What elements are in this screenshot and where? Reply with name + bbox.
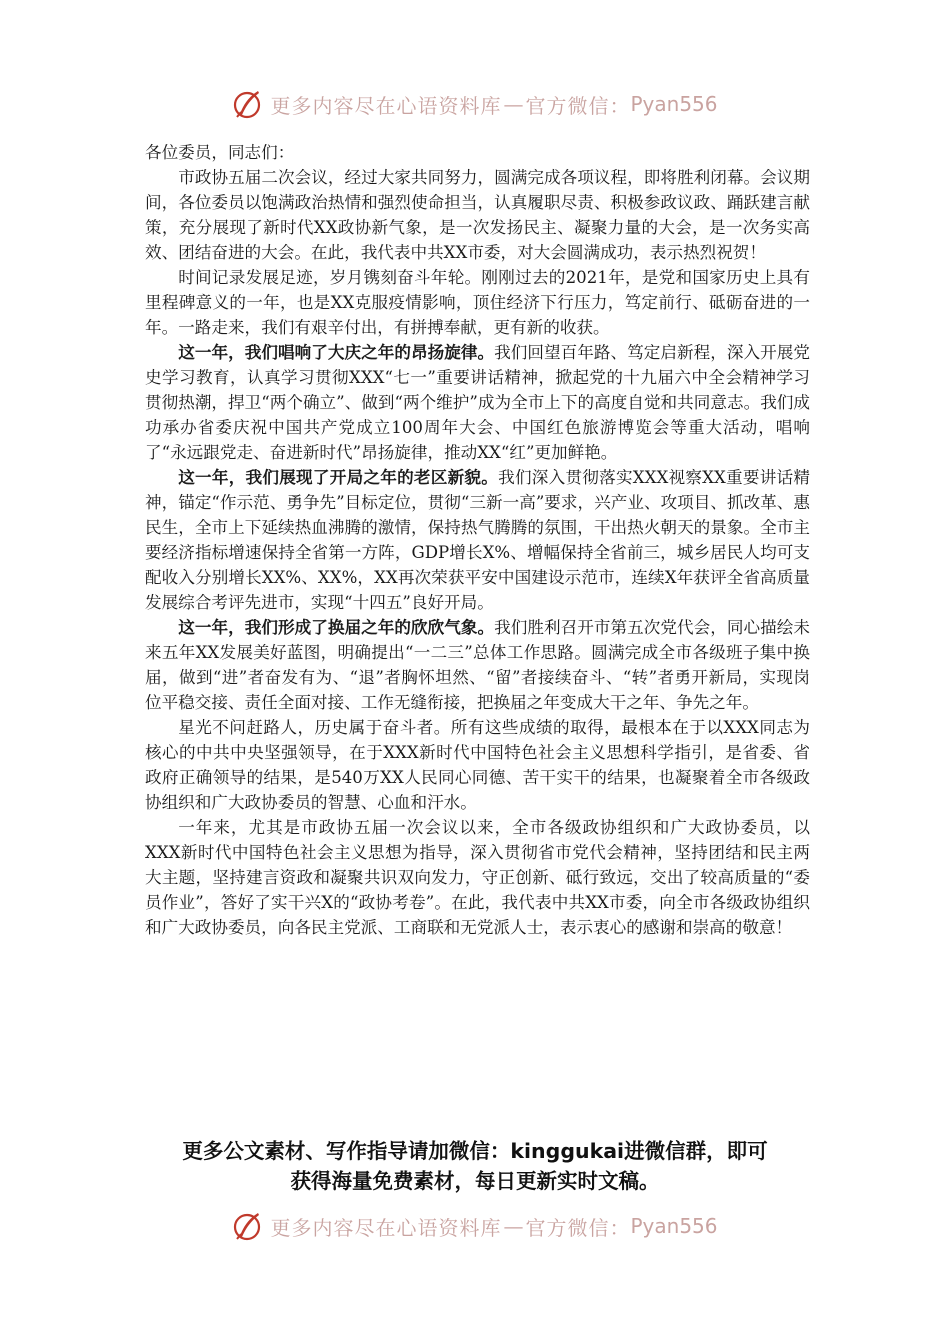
watermark-label: 官方微信： bbox=[525, 1215, 631, 1240]
paragraph-2: 时间记录发展足迹，岁月镌刻奋斗年轮。刚刚过去的2021年，是党和国家历史上具有里程碑意义的一年，也是XX克服疫情影响，顶住经济下行压力，笃定前行、砥砺奋进的一年。一路走来，我们有艰辛付出，有拼搏奉献，更有新的收获。 bbox=[145, 268, 810, 337]
watermark-brand: 更多内容尽在心语资料库 bbox=[270, 1215, 502, 1240]
paragraph-6: 星光不问赶路人，历史属于奋斗者。所有这些成绩的取得，最根本在于以XXX同志为核心的中共中央坚强领导，在于XXX新时代中国特色社会主义思想科学指引，是省委、省政府正确领导的结果，是540万XX人民同心同德、苦干实干的结果，也凝聚着全市各级政协组织和广大政协委员的智慧、心血和汗水。 bbox=[145, 718, 810, 812]
promo-notice bbox=[120, 1136, 830, 1196]
promo-line-1: 更多公文素材、写作指导请加微信：kinggukai进微信群，即可 bbox=[182, 1139, 768, 1163]
paragraph-4 bbox=[145, 465, 810, 615]
paragraph-5-lead: 这一年，我们形成了换届之年的欣欣气象。 bbox=[178, 618, 495, 637]
salutation: 各位委员，同志们： bbox=[145, 143, 295, 162]
paragraph-5-body: 我们胜利召开市第五次党代会，同心描绘未来五年XX发展美好蓝图，明确提出“一二三”总体工作思路。圆满完成全市各级班子集中换届，做到“进”者奋发有为、“退”者胸怀坦然、“留”者接续奋斗、“转”者勇开新局，实现岗位平稳交接、责任全面对接、工作无缝衔接，把换届之年变成大干之年、争先之年。 bbox=[145, 618, 811, 712]
paragraph-3-lead: 这一年，我们唱响了大庆之年的昂扬旋律。 bbox=[178, 343, 495, 362]
watermark-wechat-id: Pyan556 bbox=[630, 1214, 718, 1238]
watermark-separator: — bbox=[503, 1214, 524, 1238]
paragraph-1: 市政协五届二次会议，经过大家共同努力，圆满完成各项议程，即将胜利闭幕。会议期间，各位委员以饱满政治热情和强烈使命担当，认真履职尽责、积极参政议政、踊跃建言献策，充分展现了新时代XX政协新气象，是一次发扬民主、凝聚力量的大会，是一次务实高效、团结奋进的大会。在此，我代表中共XX市委，对大会圆满成功，表示热烈祝贺！ bbox=[145, 168, 810, 262]
feather-pen-logo-icon bbox=[232, 88, 264, 120]
paragraph-4-lead: 这一年，我们展现了开局之年的老区新貌。 bbox=[178, 468, 499, 487]
feather-pen-logo-icon bbox=[232, 1210, 264, 1242]
watermark-label: 官方微信： bbox=[525, 93, 631, 118]
watermark-wechat-id: Pyan556 bbox=[630, 92, 718, 116]
watermark-footer bbox=[0, 1206, 950, 1246]
paragraph-5 bbox=[145, 615, 810, 715]
paragraph-3-body: 我们回望百年路、笃定启新程，深入开展党史学习教育，认真学习贯彻XXX“七一”重要讲话精神，掀起党的十九届六中全会精神学习贯彻热潮，捍卫“两个确立”、做到“两个维护”成为全市上下的高度自觉和共同意志。我们成功承办省委庆祝中国共产党成立100周年大会、中国红色旅游博览会等重大活动，唱响了“永远跟党走、奋进新时代”昂扬旋律，推动XX“红”更加鲜艳。 bbox=[145, 343, 811, 462]
watermark-brand: 更多内容尽在心语资料库 bbox=[270, 93, 502, 118]
paragraph-4-body: 我们深入贯彻落实XXX视察XX重要讲话精神，锚定“作示范、勇争先”目标定位，贯彻“三新一高”要求，兴产业、攻项目、抓改革、惠民生，全市上下延续热血沸腾的激情，保持热气腾腾的氛围，干出热火朝天的景象。全市主要经济指标增速保持全省第一方阵，GDP增长X%、增幅保持全省前三，城乡居民人均可支配收入分别增长XX%、XX%，XX再次荣获平安中国建设示范市，连续X年获评全省高质量发展综合考评先进市，实现“十四五”良好开局。 bbox=[145, 468, 810, 612]
watermark-header bbox=[0, 84, 950, 124]
watermark-separator: — bbox=[503, 92, 524, 116]
promo-line-2: 获得海量免费素材，每日更新实时文稿。 bbox=[290, 1169, 660, 1193]
document-body bbox=[145, 140, 810, 940]
paragraph-3 bbox=[145, 340, 810, 465]
paragraph-7: 一年来，尤其是市政协五届一次会议以来，全市各级政协组织和广大政协委员，以XXX新时代中国特色社会主义思想为指导，深入贯彻省市党代会精神，坚持团结和民主两大主题，坚持建言资政和凝聚共识双向发力，守正创新、砥行致远，交出了较高质量的“委员作业”，答好了实干兴X的“政协考卷”。在此，我代表中共XX市委，向全市各级政协组织和广大政协委员，向各民主党派、工商联和无党派人士，表示衷心的感谢和崇高的敬意！ bbox=[145, 818, 810, 937]
